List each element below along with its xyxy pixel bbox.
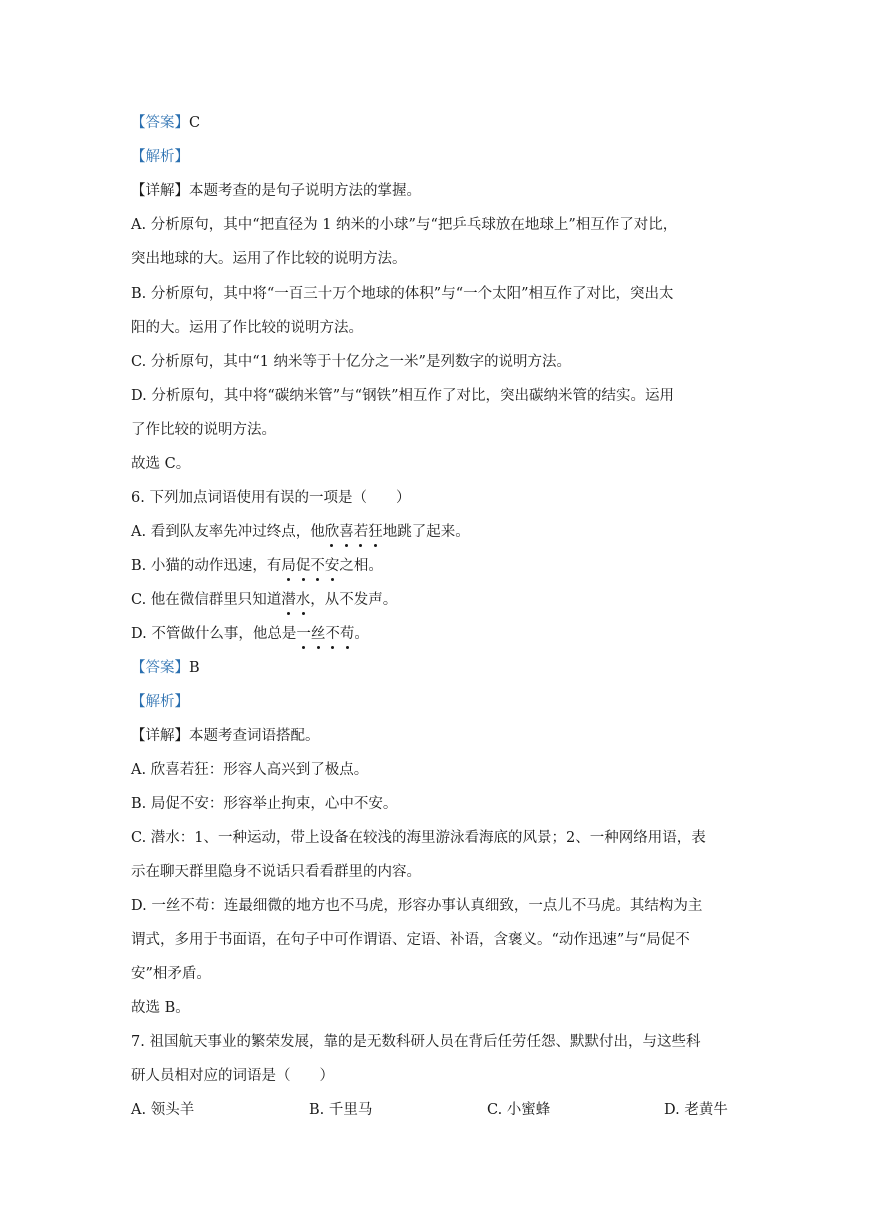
detail-line: [131, 726, 320, 746]
answer-line: [131, 113, 200, 133]
detail-text: 本题考查的是句子说明方法的掌握。: [189, 183, 421, 199]
option-b: B. 千里马: [309, 1102, 373, 1118]
dotted-char: 苟: [339, 626, 355, 642]
answer-tag: 【答案】: [131, 660, 189, 676]
option-d: D. 不管做什么事，他总是一丝不苟。: [131, 626, 369, 642]
answer-value: B: [189, 660, 200, 676]
text-line: A. 欣喜若狂：形容人高兴到了极点。: [131, 762, 369, 778]
dotted-char: 喜: [339, 524, 354, 540]
question-stem: 6. 下列加点词语使用有误的一项是（ ）: [131, 490, 411, 506]
text-line: 安”相矛盾。: [131, 966, 211, 982]
option-b: B. 小猫的动作迅速，有局促不安之相。: [131, 558, 383, 574]
question-stem: 7. 祖国航天事业的繁荣发展，靠的是无数科研人员在背后任劳任怨、默默付出，与这些科: [131, 1034, 701, 1050]
conclusion-line: 故选 B。: [131, 1000, 190, 1016]
text-line: B. 局促不安：形容举止拘束，心中不安。: [131, 796, 398, 812]
text-line: C. 潜水：1、一种运动，带上设备在较浅的海里游泳看海底的风景；2、一种网络用语，表: [131, 830, 706, 846]
dotted-char: 欣: [324, 524, 340, 540]
option-c: C. 小蜜蜂: [487, 1102, 551, 1118]
detail-tag: 【详解】: [131, 728, 189, 744]
analysis-tag: 【解析】: [131, 149, 189, 165]
text-line: B. 分析原句，其中将“一百三十万个地球的体积”与“一个太阳”相互作了对比，突出太: [131, 286, 674, 302]
analysis-line: [131, 692, 189, 712]
option-d: D. 老黄牛: [664, 1102, 728, 1118]
dotted-char: 不: [325, 626, 340, 642]
text-line: A. 分析原句，其中“把直径为 1 纳米的小球”与“把乒乓球放在地球上”相互作了对比，: [131, 217, 678, 233]
detail-line: [131, 181, 421, 201]
dotted-char: 不: [310, 558, 325, 574]
dotted-char: 若: [353, 524, 369, 540]
detail-text: 本题考查词语搭配。: [189, 728, 320, 744]
conclusion-line: 故选 C。: [131, 456, 191, 472]
analysis-tag: 【解析】: [131, 694, 189, 710]
analysis-line: [131, 147, 189, 167]
dotted-char: 局: [281, 558, 296, 574]
text-line: D. 分析原句，其中将“碳纳米管”与“钢铁”相互作了对比，突出碳纳米管的结实。运用: [131, 388, 674, 404]
text-line: 突出地球的大。运用了作比较的说明方法。: [131, 251, 407, 267]
question-stem-cont: 研人员相对应的词语是（ ）: [131, 1068, 334, 1084]
option-a: A. 领头羊: [131, 1102, 195, 1118]
text-line: 了作比较的说明方法。: [131, 422, 276, 438]
dotted-char: 一: [296, 626, 311, 642]
answer-value: C: [189, 115, 201, 131]
dotted-char: 安: [324, 558, 340, 574]
text-line: D. 一丝不苟：连最细微的地方也不马虎，形容办事认真细致，一点儿不马虎。其结构为主: [131, 898, 703, 914]
text-line: 谓式，多用于书面语，在句子中可作谓语、定语、补语，含褒义。“动作迅速”与“局促不: [131, 932, 690, 948]
dotted-char: 丝: [310, 626, 326, 642]
dotted-char: 狂: [368, 524, 383, 540]
option-c: C. 他在微信群里只知道潜水，从不发声。: [131, 592, 398, 608]
option-a: A. 看到队友率先冲过终点，他欣喜若狂地跳了起来。: [131, 524, 470, 540]
dotted-char: 潜: [281, 592, 296, 608]
text-line: C. 分析原句，其中“1 纳米等于十亿分之一米”是列数字的说明方法。: [131, 354, 571, 370]
dotted-char: 促: [295, 558, 311, 574]
dotted-char: 水: [295, 592, 311, 608]
answer-line: [131, 658, 200, 678]
text-line: 示在聊天群里隐身不说话只看看群里的内容。: [131, 864, 421, 880]
answer-tag: 【答案】: [131, 115, 189, 131]
text-line: 阳的大。运用了作比较的说明方法。: [131, 320, 363, 336]
detail-tag: 【详解】: [131, 183, 189, 199]
